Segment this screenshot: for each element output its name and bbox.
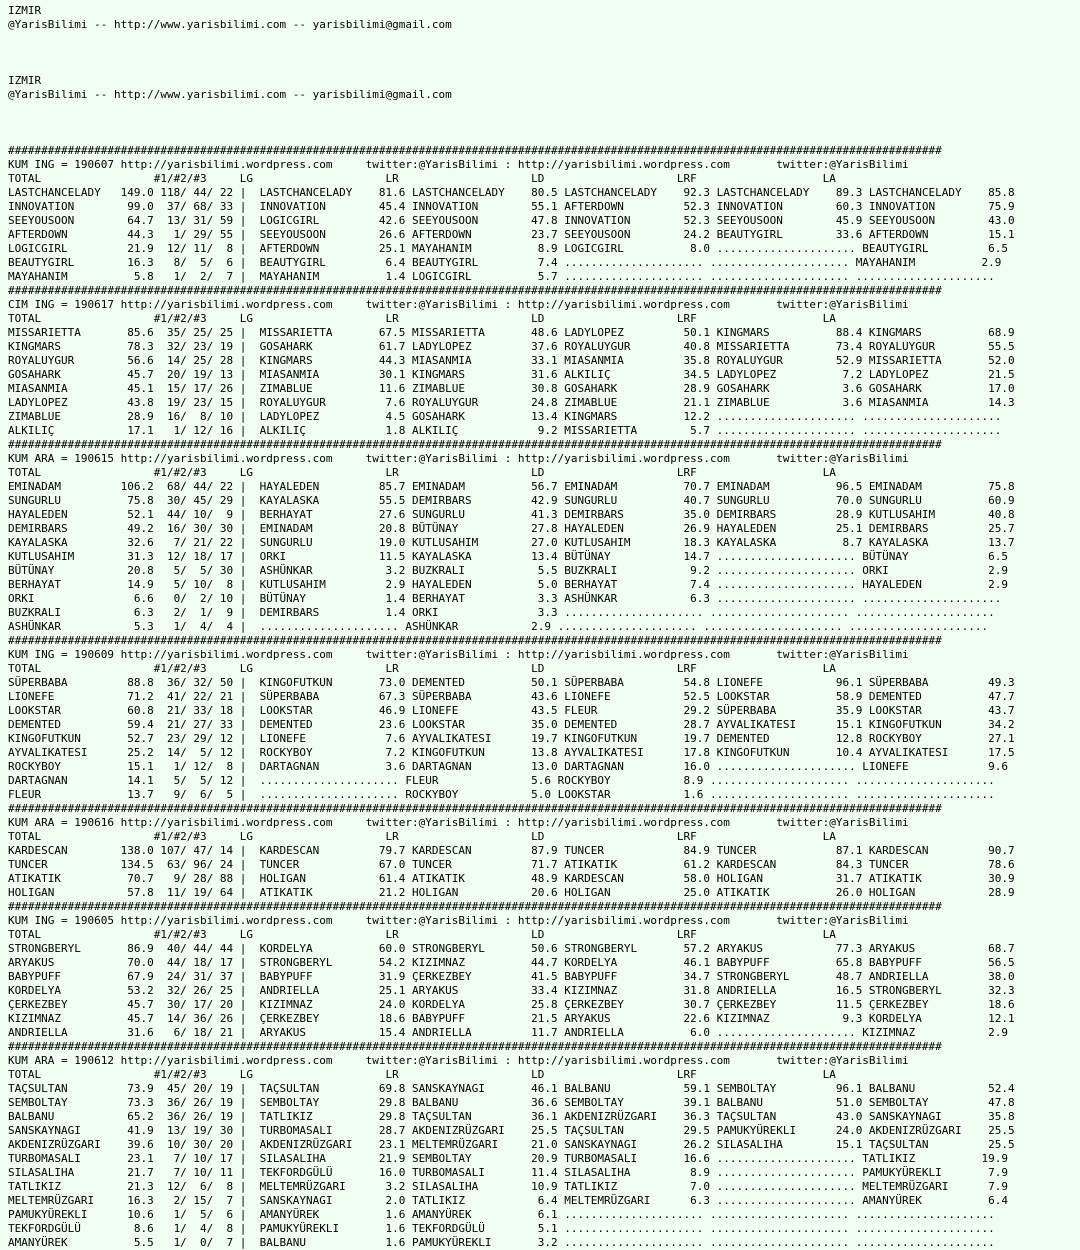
table-row: STRONGBERYL 86.9 40/ 44/ 44 | KORDELYA 60.0 STRONGBERYL 50.6 STRONGBERYL 57.2 ARYAKUS 77.3 ARYAKUS 68.7 <box>8 942 1015 955</box>
table-row: LASTCHANCELADY 149.0 118/ 44/ 22 | LASTCHANCELADY 81.6 LASTCHANCELADY 80.5 LASTCHANCELADY 92.3 LASTCHANCELADY 89.3 LASTCHANCELADY 85.8 <box>8 186 1015 199</box>
race-title-line: CIM ING = 190617 http://yarisbilimi.wordpress.com twitter:@YarisBilimi : http://yarisbilimi.wordpress.com twitter:@YarisBilimi <box>8 298 909 311</box>
table-row: ROCKYBOY 15.1 1/ 12/ 8 | DARTAGNAN 3.6 DARTAGNAN 13.0 DARTAGNAN 16.0 ..................... LIONEFE 9.6 <box>8 760 1009 773</box>
table-row: ORKI 6.6 0/ 2/ 10 | BÜTÜNAY 1.4 BERHAYAT 3.3 ASHÜNKAR 6.3 ..................... ..................... <box>8 592 1002 605</box>
table-row: ALKILIÇ 17.1 1/ 12/ 16 | ALKILIÇ 1.8 ALKILIÇ 9.2 MISSARIETTA 5.7 ..................... ..................... <box>8 424 1002 437</box>
table-row: BALBANU 65.2 36/ 26/ 19 | TATLIKIZ 29.8 TAÇSULTAN 36.1 AKDENIZRÜZGARI 36.3 TAÇSULTAN 43.0 SANSKAYNAGI 35.8 <box>8 1110 1015 1123</box>
table-row: ASHÜNKAR 5.3 1/ 4/ 4 | ..................... ASHÜNKAR 2.9 ..................... ..................... ..................... <box>8 620 989 633</box>
table-row: AFTERDOWN 44.3 1/ 29/ 55 | SEEYOUSOON 26.6 AFTERDOWN 23.7 SEEYOUSOON 24.2 BEAUTYGIRL 33.6 AFTERDOWN 15.1 <box>8 228 1015 241</box>
table-row: ARYAKUS 70.0 44/ 18/ 17 | STRONGBERYL 54.2 KIZIMNAZ 44.7 KORDELYA 46.1 BABYPUFF 65.8 BABYPUFF 56.5 <box>8 956 1015 969</box>
column-header-row: TOTAL #1/#2/#3 LG LR LD LRF LA <box>8 466 836 479</box>
table-row: TURBOMASALI 23.1 7/ 10/ 17 | SILASALIHA 21.9 SEMBOLTAY 20.9 TURBOMASALI 16.6 ..................... TATLIKIZ 19.9 <box>8 1152 1009 1165</box>
column-header-row: TOTAL #1/#2/#3 LG LR LD LRF LA <box>8 1068 836 1081</box>
table-row: PAMUKYÜREKLI 10.6 1/ 5/ 6 | AMANYÜREK 1.6 AMANYÜREK 6.1 ..................... ..................... ..................... <box>8 1208 995 1221</box>
table-row: BÜTÜNAY 20.8 5/ 5/ 30 | ASHÜNKAR 3.2 BUZKRALI 5.5 BUZKRALI 9.2 ..................... ORKI 2.9 <box>8 564 1009 577</box>
table-row: TUNCER 134.5 63/ 96/ 24 | TUNCER 67.0 TUNCER 71.7 ATIKATIK 61.2 KARDESCAN 84.3 TUNCER 78.6 <box>8 858 1015 871</box>
table-row: KARDESCAN 138.0 107/ 47/ 14 | KARDESCAN 79.7 KARDESCAN 87.9 TUNCER 84.9 TUNCER 87.1 KARDESCAN 90.7 <box>8 844 1015 857</box>
table-row: TAÇSULTAN 73.9 45/ 20/ 19 | TAÇSULTAN 69.8 SANSKAYNAGI 46.1 BALBANU 59.1 SEMBOLTAY 96.1 BALBANU 52.4 <box>8 1082 1015 1095</box>
site-header <box>8 4 1080 32</box>
race-tables <box>8 144 1080 1250</box>
table-row: MISSARIETTA 85.6 35/ 25/ 25 | MISSARIETTA 67.5 MISSARIETTA 48.6 LADYLOPEZ 50.1 KINGMARS 88.4 KINGMARS 68.9 <box>8 326 1015 339</box>
blank-line <box>8 102 1080 116</box>
table-row: ANDRIELLA 31.6 6/ 18/ 21 | ARYAKUS 15.4 ANDRIELLA 11.7 ANDRIELLA 6.0 ..................... KIZIMNAZ 2.9 <box>8 1026 1009 1039</box>
separator-line: ############################################################################################################################################# <box>8 438 942 451</box>
table-row: AMANYÜREK 5.5 1/ 0/ 7 | BALBANU 1.6 PAMUKYÜREKLI 3.2 ..................... ..................... ..................... <box>8 1236 995 1249</box>
separator-line: ############################################################################################################################################# <box>8 1040 942 1053</box>
table-row: MAYAHANIM 5.8 1/ 2/ 7 | MAYAHANIM 1.4 LOGICGIRL 5.7 ..................... ..................... ..................... <box>8 270 995 283</box>
separator-line: ############################################################################################################################################# <box>8 284 942 297</box>
table-row: SANSKAYNAGI 41.9 13/ 19/ 30 | TURBOMASALI 28.7 AKDENIZRÜZGARI 25.5 TAÇSULTAN 29.5 PAMUKYÜREKLI 24.0 AKDENIZRÜZGARI 25.5 <box>8 1124 1015 1137</box>
blank-line <box>8 60 1080 74</box>
separator-line: ############################################################################################################################################# <box>8 144 942 157</box>
blank-line <box>8 32 1080 46</box>
blank-line <box>8 116 1080 130</box>
table-row: LIONEFE 71.2 41/ 22/ 21 | SÜPERBABA 67.3 SÜPERBABA 43.6 LIONEFE 52.5 LOOKSTAR 58.9 DEMENTED 47.7 <box>8 690 1015 703</box>
table-row: GOSAHARK 45.7 20/ 19/ 13 | MIASANMIA 30.1 KINGMARS 31.6 ALKILIÇ 34.5 LADYLOPEZ 7.2 LADYLOPEZ 21.5 <box>8 368 1015 381</box>
table-row: INNOVATION 99.0 37/ 68/ 33 | INNOVATION 45.4 INNOVATION 55.1 AFTERDOWN 52.3 INNOVATION 60.3 INNOVATION 75.9 <box>8 200 1015 213</box>
race-title-line: KUM ARA = 190612 http://yarisbilimi.wordpress.com twitter:@YarisBilimi : http://yarisbilimi.wordpress.com twitter:@YarisBilimi <box>8 1054 909 1067</box>
table-row: KINGOFUTKUN 52.7 23/ 29/ 12 | LIONEFE 7.6 AYVALIKATESI 19.7 KINGOFUTKUN 19.7 DEMENTED 12.8 ROCKYBOY 27.1 <box>8 732 1015 745</box>
table-row: DARTAGNAN 14.1 5/ 5/ 12 | ..................... FLEUR 5.6 ROCKYBOY 8.9 ..................... ..................... <box>8 774 995 787</box>
contact-line: @YarisBilimi -- http://www.yarisbilimi.com -- yarisbilimi@gmail.com <box>8 88 452 101</box>
contact-line: @YarisBilimi -- http://www.yarisbilimi.com -- yarisbilimi@gmail.com <box>8 18 452 31</box>
table-row: AYVALIKATESI 25.2 14/ 5/ 12 | ROCKYBOY 7.2 KINGOFUTKUN 13.8 AYVALIKATESI 17.8 KINGOFUTKUN 10.4 AYVALIKATESI 17.5 <box>8 746 1015 759</box>
table-row: BEAUTYGIRL 16.3 8/ 5/ 6 | BEAUTYGIRL 6.4 BEAUTYGIRL 7.4 ..................... ..................... MAYAHANIM 2.9 <box>8 256 1002 269</box>
table-row: KORDELYA 53.2 32/ 26/ 25 | ANDRIELLA 25.1 ARYAKUS 33.4 KIZIMNAZ 31.8 ANDRIELLA 16.5 STRONGBERYL 32.3 <box>8 984 1015 997</box>
table-row: ÇERKEZBEY 45.7 30/ 17/ 20 | KIZIMNAZ 24.0 KORDELYA 25.8 ÇERKEZBEY 30.7 ÇERKEZBEY 11.5 ÇERKEZBEY 18.6 <box>8 998 1015 1011</box>
table-row: BABYPUFF 67.9 24/ 31/ 37 | BABYPUFF 31.9 ÇERKEZBEY 41.5 BABYPUFF 34.7 STRONGBERYL 48.7 ANDRIELLA 38.0 <box>8 970 1015 983</box>
table-row: BUZKRALI 6.3 2/ 1/ 9 | DEMIRBARS 1.4 ORKI 3.3 ..................... ..................... ..................... <box>8 606 995 619</box>
city-title: IZMIR <box>8 4 42 17</box>
table-row: DEMIRBARS 49.2 16/ 30/ 30 | EMINADAM 20.8 BÜTÜNAY 27.8 HAYALEDEN 26.9 HAYALEDEN 25.1 DEMIRBARS 25.7 <box>8 522 1015 535</box>
separator-line: ############################################################################################################################################# <box>8 900 942 913</box>
city-title: IZMIR <box>8 74 42 87</box>
table-row: HOLIGAN 57.8 11/ 19/ 64 | ATIKATIK 21.2 HOLIGAN 20.6 HOLIGAN 25.0 ATIKATIK 26.0 HOLIGAN 28.9 <box>8 886 1015 899</box>
table-row: SILASALIHA 21.7 7/ 10/ 11 | TEKFORDGÜLÜ 16.0 TURBOMASALI 11.4 SILASALIHA 8.9 ..................... PAMUKYÜREKLI 7.9 <box>8 1166 1009 1179</box>
table-row: SUNGURLU 75.8 30/ 45/ 29 | KAYALASKA 55.5 DEMIRBARS 42.9 SUNGURLU 40.7 SUNGURLU 70.0 SUNGURLU 60.9 <box>8 494 1015 507</box>
race-title-line: KUM ARA = 190616 http://yarisbilimi.wordpress.com twitter:@YarisBilimi : http://yarisbilimi.wordpress.com twitter:@YarisBilimi <box>8 816 909 829</box>
column-header-row: TOTAL #1/#2/#3 LG LR LD LRF LA <box>8 662 836 675</box>
blank-line <box>8 130 1080 144</box>
table-row: ZIMABLUE 28.9 16/ 8/ 10 | LADYLOPEZ 4.5 GOSAHARK 13.4 KINGMARS 12.2 ..................... ..................... <box>8 410 1002 423</box>
table-row: DEMENTED 59.4 21/ 27/ 33 | DEMENTED 23.6 LOOKSTAR 35.0 DEMENTED 28.7 AYVALIKATESI 15.1 KINGOFUTKUN 34.2 <box>8 718 1015 731</box>
table-row: SÜPERBABA 88.8 36/ 32/ 50 | KINGOFUTKUN 73.0 DEMENTED 50.1 SÜPERBABA 54.8 LIONEFE 96.1 SÜPERBABA 49.3 <box>8 676 1015 689</box>
table-row: KINGMARS 78.3 32/ 23/ 19 | GOSAHARK 61.7 LADYLOPEZ 37.6 ROYALUYGUR 40.8 MISSARIETTA 73.4 ROYALUYGUR 55.5 <box>8 340 1015 353</box>
column-header-row: TOTAL #1/#2/#3 LG LR LD LRF LA <box>8 928 836 941</box>
table-row: LADYLOPEZ 43.8 19/ 23/ 15 | ROYALUYGUR 7.6 ROYALUYGUR 24.8 ZIMABLUE 21.1 ZIMABLUE 3.6 MIASANMIA 14.3 <box>8 396 1015 409</box>
table-row: TATLIKIZ 21.3 12/ 6/ 8 | MELTEMRÜZGARI 3.2 SILASALIHA 10.9 TATLIKIZ 7.0 ..................... MELTEMRÜZGARI 7.9 <box>8 1180 1009 1193</box>
table-row: HAYALEDEN 52.1 44/ 10/ 9 | BERHAYAT 27.6 SUNGURLU 41.3 DEMIRBARS 35.0 DEMIRBARS 28.9 KUTLUSAHIM 40.8 <box>8 508 1015 521</box>
column-header-row: TOTAL #1/#2/#3 LG LR LD LRF LA <box>8 172 836 185</box>
table-row: LOOKSTAR 60.8 21/ 33/ 18 | LOOKSTAR 46.9 LIONEFE 43.5 FLEUR 29.2 SÜPERBABA 35.9 LOOKSTAR 43.7 <box>8 704 1015 717</box>
race-title-line: KUM ING = 190605 http://yarisbilimi.wordpress.com twitter:@YarisBilimi : http://yarisbilimi.wordpress.com twitter:@YarisBilimi <box>8 914 909 927</box>
table-row: ATIKATIK 70.7 9/ 28/ 88 | HOLIGAN 61.4 ATIKATIK 48.9 KARDESCAN 58.0 HOLIGAN 31.7 ATIKATIK 30.9 <box>8 872 1015 885</box>
column-header-row: TOTAL #1/#2/#3 LG LR LD LRF LA <box>8 830 836 843</box>
table-row: EMINADAM 106.2 68/ 44/ 22 | HAYALEDEN 85.7 EMINADAM 56.7 EMINADAM 70.7 EMINADAM 96.5 EMINADAM 75.8 <box>8 480 1015 493</box>
race-title-line: KUM ING = 190609 http://yarisbilimi.wordpress.com twitter:@YarisBilimi : http://yarisbilimi.wordpress.com twitter:@YarisBilimi <box>8 648 909 661</box>
separator-line: ############################################################################################################################################# <box>8 634 942 647</box>
race-title-line: KUM ING = 190607 http://yarisbilimi.wordpress.com twitter:@YarisBilimi : http://yarisbilimi.wordpress.com twitter:@YarisBilimi <box>8 158 909 171</box>
separator-line: ############################################################################################################################################# <box>8 802 942 815</box>
race-title-line: KUM ARA = 190615 http://yarisbilimi.wordpress.com twitter:@YarisBilimi : http://yarisbilimi.wordpress.com twitter:@YarisBilimi <box>8 452 909 465</box>
blank-line <box>8 46 1080 60</box>
table-row: ROYALUYGUR 56.6 14/ 25/ 28 | KINGMARS 44.3 MIASANMIA 33.1 MIASANMIA 35.8 ROYALUYGUR 52.9 MISSARIETTA 52.0 <box>8 354 1015 367</box>
table-row: KAYALASKA 32.6 7/ 21/ 22 | SUNGURLU 19.0 KUTLUSAHIM 27.0 KUTLUSAHIM 18.3 KAYALASKA 8.7 KAYALASKA 13.7 <box>8 536 1015 549</box>
table-row: KIZIMNAZ 45.7 14/ 36/ 26 | ÇERKEZBEY 18.6 BABYPUFF 21.5 ARYAKUS 22.6 KIZIMNAZ 9.3 KORDELYA 12.1 <box>8 1012 1015 1025</box>
table-row: TEKFORDGÜLÜ 8.6 1/ 4/ 8 | PAMUKYÜREKLI 1.6 TEKFORDGÜLÜ 5.1 ..................... ..................... ..................... <box>8 1222 995 1235</box>
table-row: LOGICGIRL 21.9 12/ 11/ 8 | AFTERDOWN 25.1 MAYAHANIM 8.9 LOGICGIRL 8.0 ..................... BEAUTYGIRL 6.5 <box>8 242 1009 255</box>
table-row: MIASANMIA 45.1 15/ 17/ 26 | ZIMABLUE 11.6 ZIMABLUE 30.8 GOSAHARK 28.9 GOSAHARK 3.6 GOSAHARK 17.0 <box>8 382 1015 395</box>
table-row: SEEYOUSOON 64.7 13/ 31/ 59 | LOGICGIRL 42.6 SEEYOUSOON 47.8 INNOVATION 52.3 SEEYOUSOON 45.9 SEEYOUSOON 43.0 <box>8 214 1015 227</box>
table-row: KUTLUSAHIM 31.3 12/ 18/ 17 | ORKI 11.5 KAYALASKA 13.4 BÜTÜNAY 14.7 ..................... BÜTÜNAY 6.5 <box>8 550 1009 563</box>
site-header <box>8 74 1080 102</box>
column-header-row: TOTAL #1/#2/#3 LG LR LD LRF LA <box>8 312 836 325</box>
table-row: AKDENIZRÜZGARI 39.6 10/ 30/ 20 | AKDENIZRÜZGARI 23.1 MELTEMRÜZGARI 21.0 SANSKAYNAGI 26.2 SILASALIHA 15.1 TAÇSULTAN 25.5 <box>8 1138 1015 1151</box>
table-row: FLEUR 13.7 9/ 6/ 5 | ..................... ROCKYBOY 5.0 LOOKSTAR 1.6 ..................... ..................... <box>8 788 995 801</box>
table-row: MELTEMRÜZGARI 16.3 2/ 15/ 7 | SANSKAYNAGI 2.0 TATLIKIZ 6.4 MELTEMRÜZGARI 6.3 ..................... AMANYÜREK 6.4 <box>8 1194 1009 1207</box>
table-row: SEMBOLTAY 73.3 36/ 26/ 19 | SEMBOLTAY 29.8 BALBANU 36.6 SEMBOLTAY 39.1 BALBANU 51.0 SEMBOLTAY 47.8 <box>8 1096 1015 1109</box>
table-row: BERHAYAT 14.9 5/ 10/ 8 | KUTLUSAHIM 2.9 HAYALEDEN 5.0 BERHAYAT 7.4 ..................... HAYALEDEN 2.9 <box>8 578 1009 591</box>
